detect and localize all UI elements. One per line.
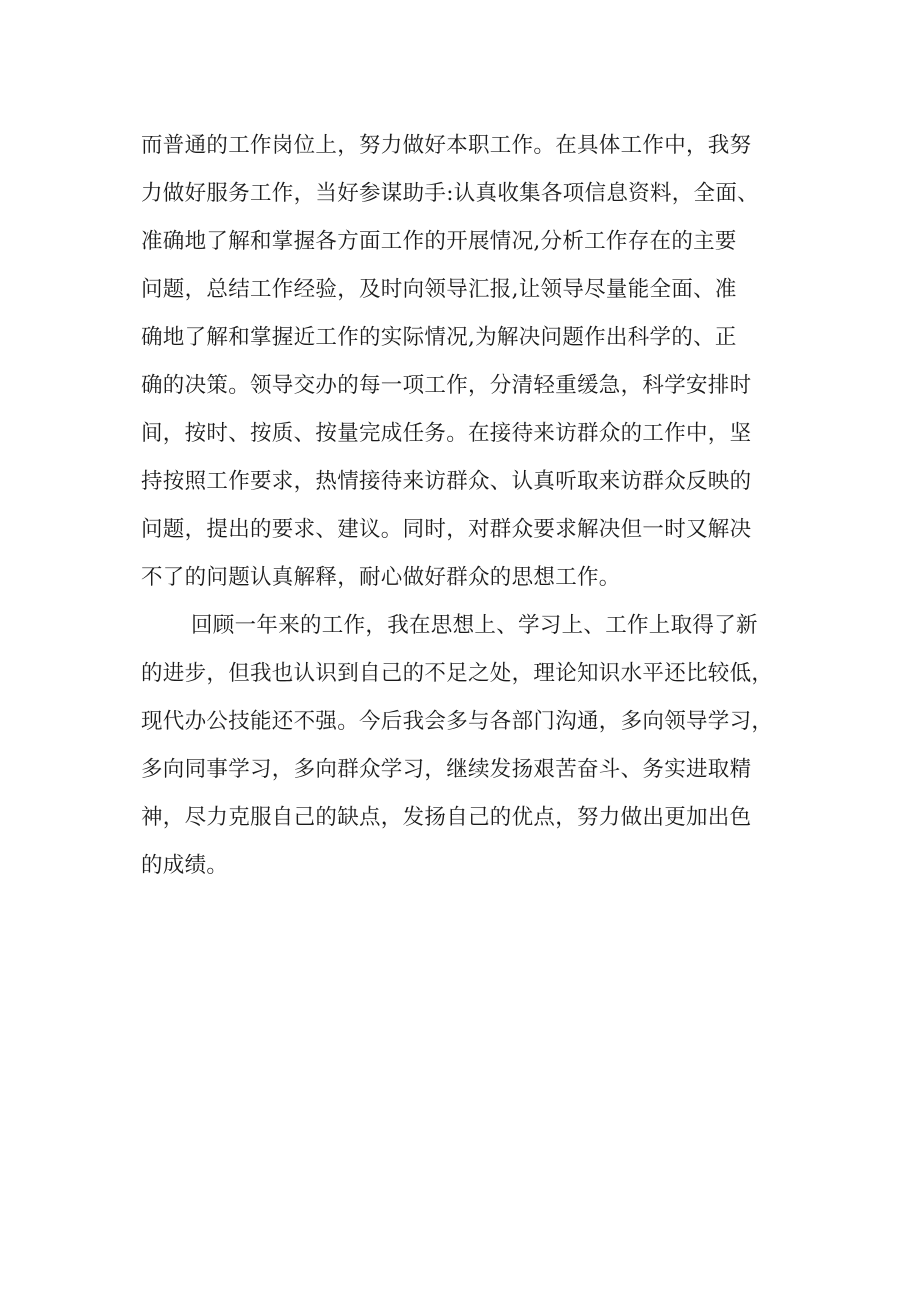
text-line: 而普通的工作岗位上，努力做好本职工作。在具体工作中，我努 (141, 133, 752, 158)
text-line: 不了的问题认真解释，耐心做好群众的思想工作。 (141, 565, 621, 590)
text-line: 准确地了解和掌握各方面工作的开展情况,分析工作存在的主要 (141, 229, 737, 254)
text-line: 多向同事学习，多向群众学习，继续发扬艰苦奋斗、务实进取精 (141, 757, 752, 782)
text-line: 神，尽力克服自己的缺点，发扬自己的优点，努力做出更加出色 (141, 805, 752, 830)
text-line: 回顾一年来的工作，我在思想上、学习上、工作上取得了新 (191, 613, 758, 638)
document-body (141, 122, 801, 890)
text-line: 确地了解和掌握近工作的实际情况,为解决问题作出科学的、正 (141, 325, 737, 350)
text-line: 确的决策。领导交办的每一项工作，分清轻重缓急，科学安排时 (141, 373, 752, 398)
paragraph-1 (141, 122, 801, 602)
text-line: 问题，提出的要求、建议。同时，对群众要求解决但一时又解决 (141, 517, 752, 542)
text-line: 的成绩。 (141, 853, 229, 878)
paragraph-2 (141, 602, 801, 890)
text-line: 现代办公技能还不强。今后我会多与各部门沟通，多向领导学习， (141, 709, 774, 734)
text-line: 问题，总结工作经验，及时向领导汇报,让领导尽量能全面、准 (141, 277, 737, 302)
text-line: 的进步，但我也认识到自己的不足之处，理论知识水平还比较低， (141, 661, 774, 686)
text-line: 间，按时、按质、按量完成任务。在接待来访群众的工作中，坚 (141, 421, 752, 446)
text-line: 持按照工作要求，热情接待来访群众、认真听取来访群众反映的 (141, 469, 752, 494)
text-line: 力做好服务工作，当好参谋助手:认真收集各项信息资料，全面、 (141, 181, 759, 206)
